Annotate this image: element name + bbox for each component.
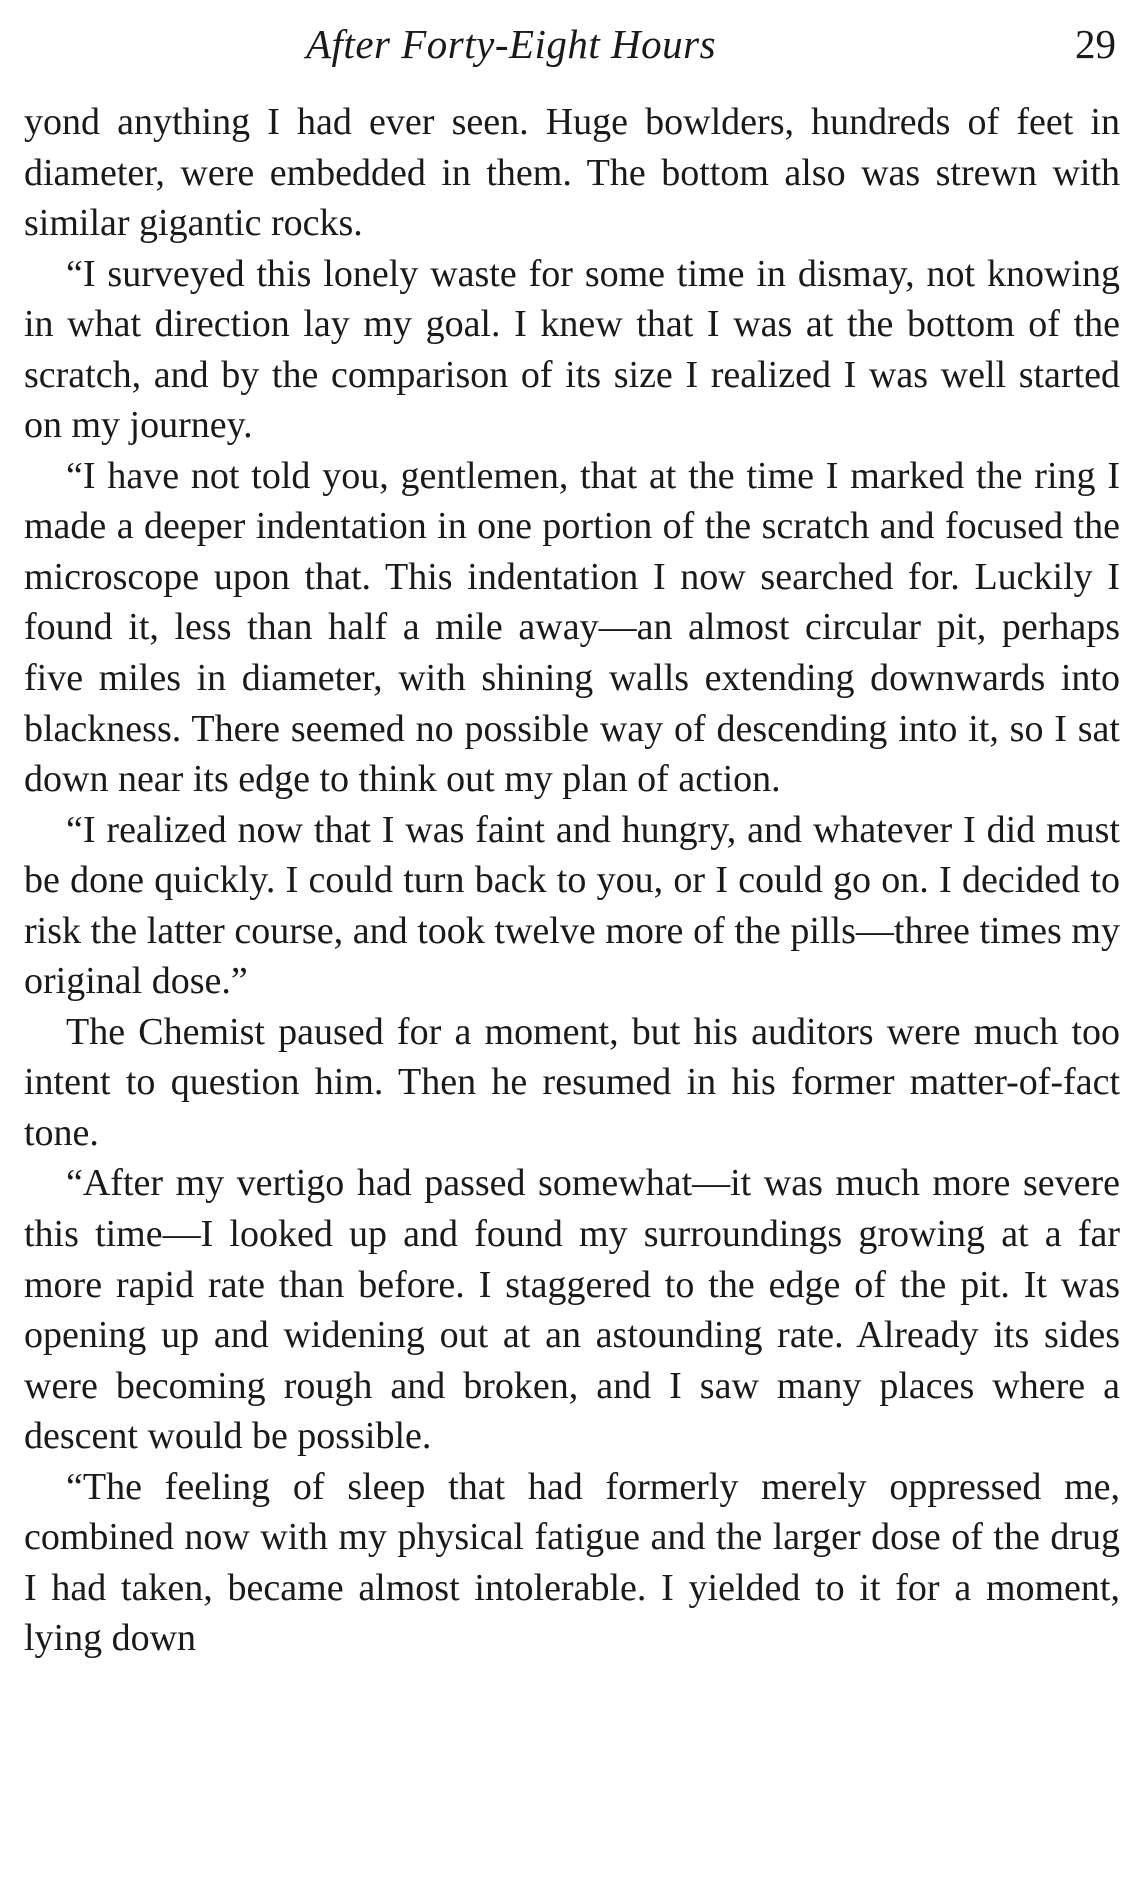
- paragraph: “I realized now that I was faint and hungry, and whatever I did must be done quickly. I could turn back to you, or I could go on. I decided to risk the latter course, and took twelve more of the pills—three times my original dose.”: [24, 808, 1120, 1003]
- body-text: [24, 97, 1120, 1664]
- paragraph: “I surveyed this lonely waste for some time in dismay, not knowing in what direction lay my goal. I knew that I was at the bottom of the scratch, and by the comparison of its size I realized I was well started on my journey.: [24, 252, 1120, 447]
- page-number: 29: [1075, 21, 1116, 67]
- running-title: After Forty-Eight Hours: [306, 21, 717, 67]
- paragraph: “The feeling of sleep that had formerly merely oppressed me, combined now with my physical fatigue and the larger dose of the drug I had taken, became almost intolerable. I yielded to it for a moment, lying down: [24, 1465, 1120, 1660]
- paragraph: “After my vertigo had passed somewhat—it was much more severe this time—I looked up and found my surroundings growing at a far more rapid rate than before. I staggered to the edge of the pit. It was opening up and widening out at an astounding rate. Already its sides were becoming rough and broken, and I saw many places where a descent would be possible.: [24, 1162, 1120, 1458]
- book-page: [24, 0, 1120, 1880]
- paragraph: The Chemist paused for a moment, but his auditors were much too intent to question him. Then he resumed in his former matter-of-fact tone.: [24, 1010, 1120, 1154]
- paragraph-continued: yond anything I had ever seen. Huge bowlders, hundreds of feet in diameter, were embedded in them. The bottom also was strewn with similar gigantic rocks.: [24, 101, 1120, 245]
- running-head: [24, 12, 1120, 76]
- paragraph: “I have not told you, gentlemen, that at the time I marked the ring I made a deeper indentation in one portion of the scratch and focused the microscope upon that. This indentation I now searched for. Luckily I found it, less than half a mile away—an almost circular pit, perhaps five miles in diameter, with shining walls extending downwards into blackness. There seemed no possible way of descending into it, so I sat down near its edge to think out my plan of action.: [24, 454, 1120, 801]
